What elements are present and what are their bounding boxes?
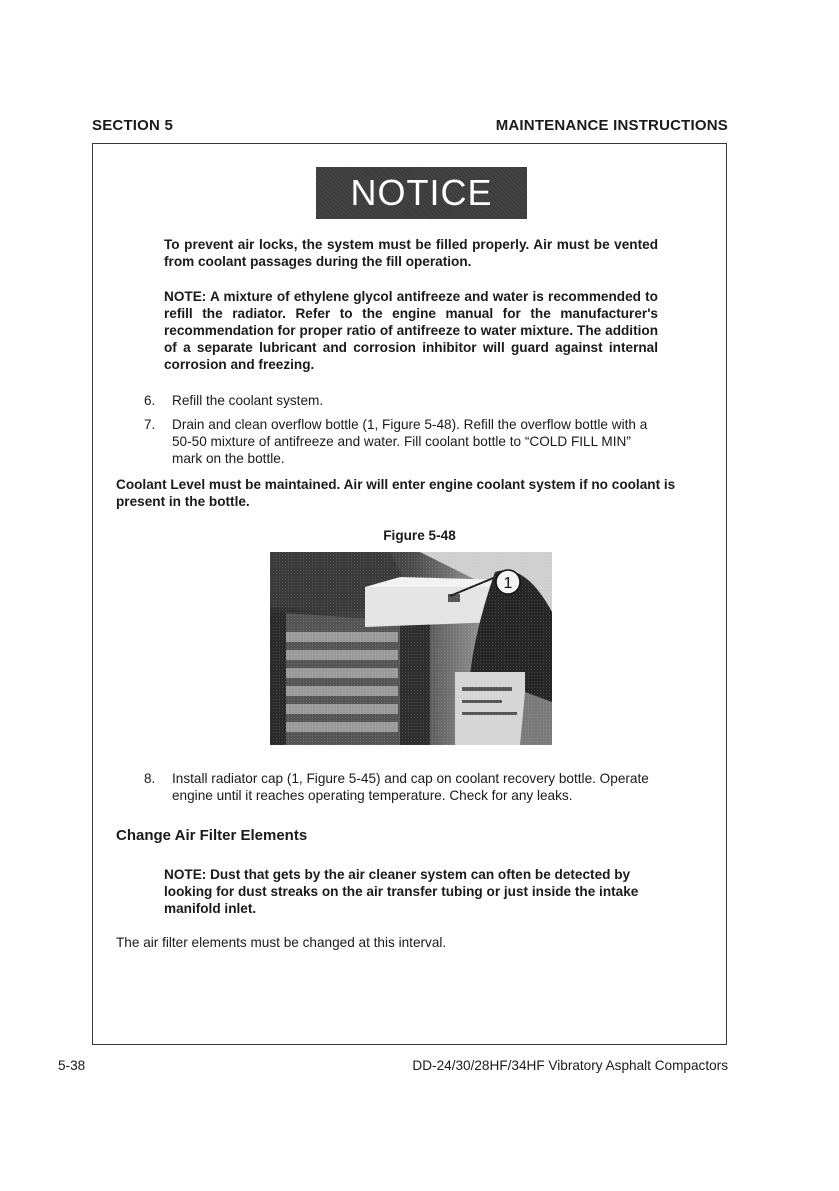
chapter-title: MAINTENANCE INSTRUCTIONS — [495, 117, 728, 134]
step-number: 6. — [144, 393, 156, 408]
step-text: Refill the coolant system. — [172, 393, 324, 408]
section-label: SECTION 5 — [92, 117, 173, 134]
callout-number: 1 — [503, 575, 513, 592]
notice-banner: NOTICE — [316, 167, 527, 219]
air-filter-heading: Change Air Filter Elements — [116, 827, 308, 844]
antifreeze-note: NOTE: A mixture of ethylene glycol antifreeze and water is recommended to refill the radiator. Refer to the engine manual for the manufacturer's recommendation for proper ratio of antifreeze to water mixture. The addition of a separate lubricant and corrosion inhibitor will guard against internal corrosion and freezing. — [164, 289, 658, 372]
notice-text: To prevent air locks, the system must be filled properly. Air must be vented from coolant passages during the fill operation. — [164, 237, 658, 269]
step-number: 7. — [144, 417, 156, 432]
coolant-bottle-photo — [270, 552, 552, 745]
air-filter-body: The air filter elements must be changed at this interval. — [116, 935, 447, 950]
step-number: 8. — [144, 771, 156, 786]
step-text: Drain and clean overflow bottle (1, Figure 5-48). Refill the overflow bottle with a 50-50 mixture of antifreeze and water. Fill coolant bottle to “COLD FILL MIN” mark on the bottle. — [172, 417, 648, 466]
manual-title: DD-24/30/28HF/34HF Vibratory Asphalt Compactors — [412, 1058, 728, 1073]
coolant-warning: Coolant Level must be maintained. Air will enter engine coolant system if no coolant is present in the bottle. — [116, 477, 676, 509]
figure-title: Figure 5-48 — [383, 528, 456, 543]
page-number: 5-38 — [58, 1058, 86, 1073]
dust-note: NOTE: Dust that gets by the air cleaner system can often be detected by looking for dust streaks on the air transfer tubing or just inside the intake manifold inlet. — [164, 867, 639, 916]
step-text: Install radiator cap (1, Figure 5-45) and cap on coolant recovery bottle. Operate engine until it reaches operating temperature. Check for any leaks. — [172, 771, 649, 803]
